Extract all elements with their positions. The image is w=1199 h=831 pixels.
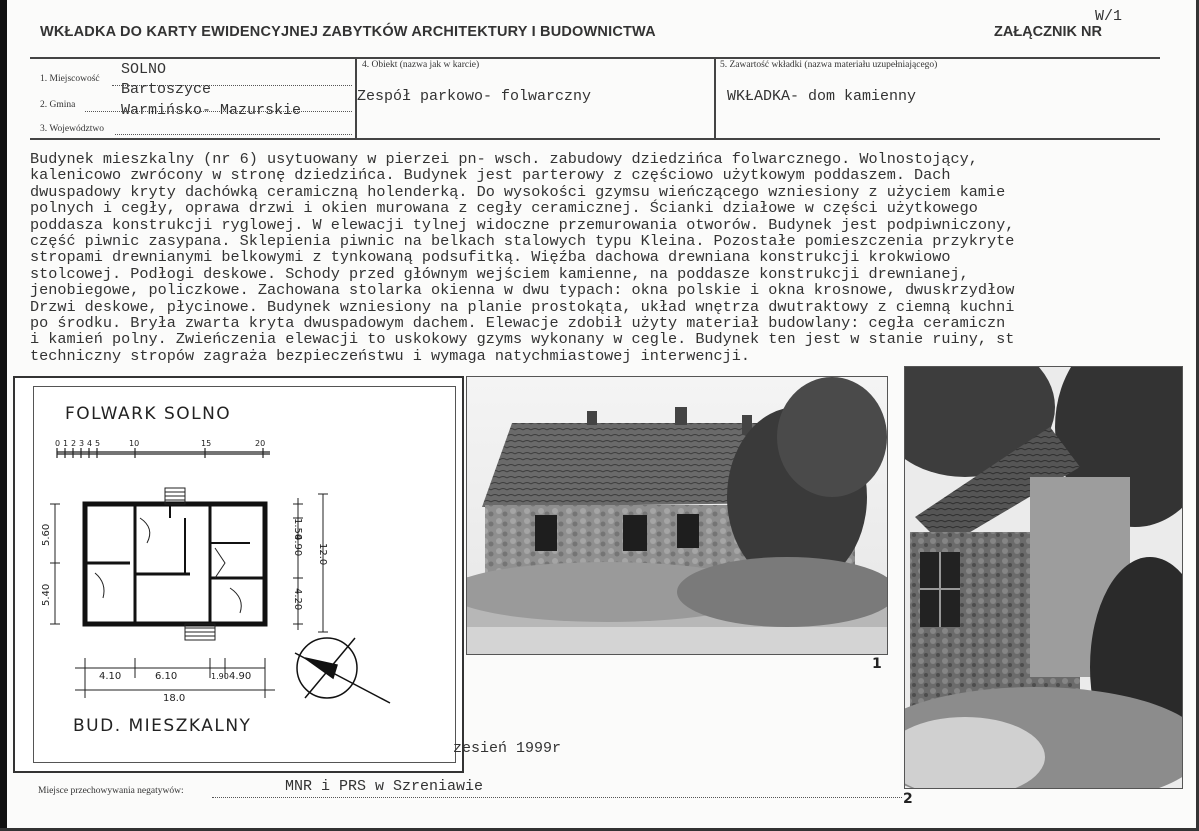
- description-line: techniczny stropów zagraża bezpieczeństwu i wymaga natychmiastowej interwencji.: [30, 346, 751, 365]
- description-line: stropami drewnianymi belkowymi z tynkowaną podsufitką. Więźba dachowa drewniana konstrukcji krokwiowo: [30, 248, 951, 267]
- municipality-value: Bartoszyce: [121, 81, 212, 98]
- description-line: jenobiegowe, policzkowe. Zachowana stolarka okienna w dwu typach: okna polskie i okna krosnowe, dwuskrzydłow: [30, 281, 1015, 300]
- scale-label: 10: [129, 439, 140, 448]
- north-arrow-icon: [295, 638, 390, 703]
- voivodeship-label: 3. Województwo: [40, 124, 104, 134]
- municipality-label: 2. Gmina: [40, 100, 76, 110]
- dimension-label: 5.40: [41, 583, 52, 606]
- content-label: 5. Zawartość wkładki (nazwa materiału uzupełniającego): [720, 60, 938, 70]
- description-line: Budynek mieszkalny (nr 6) usytuowany w pierzei pn- wsch. zabudowy dziedzińca folwarcznego. Wolnostojący,: [30, 151, 978, 168]
- description-line: poddasza konstrukcji ryglowej. W elewacji tylnej widoczne przemurowania otworów. Budynek jest podpiwniczony,: [30, 215, 1015, 234]
- description-line: dwuspadowy kryty dachówką ceramiczną holenderką. Do wysokości gzymsu wieńczącego wzniesiony z użyciem kamie: [30, 182, 1006, 201]
- object-label: 4. Obiekt (nazwa jak w karcie): [362, 60, 480, 70]
- dimension-label: 4.90: [292, 534, 303, 557]
- scale-label: 15: [201, 439, 212, 448]
- object-value: Zespół parkowo- folwarczny: [357, 88, 592, 105]
- description-line: Drzwi deskowe, płycinowe. Budynek wzniesiony na planie prostokąta, układ wnętrza dwutraktowy z ciemną kuchni: [30, 297, 1015, 316]
- photo-number: 2: [903, 791, 913, 807]
- photo-number: 1: [872, 656, 882, 672]
- dimension-lines: [50, 494, 328, 698]
- photo-date: zesień 1999r: [453, 740, 562, 757]
- locality-value: SOLNO: [121, 61, 167, 78]
- locality-label: 1. Miejscowość: [40, 74, 100, 84]
- voivodeship-dotline: [115, 134, 352, 135]
- negatives-value: MNR i PRS w Szreniawie: [285, 778, 484, 795]
- dimension-label: 1.50: [292, 518, 303, 541]
- form-top-rule: [30, 57, 1160, 59]
- dimension-label: 18.0: [163, 693, 186, 704]
- description-line: i kamień polny. Zwieńczenia elewacji to uskokowy gzyms wykonany w cegle. Budynek ten jest w stanie ruiny, st: [30, 330, 1015, 349]
- plan-subtitle: BUD. MIESZKALNY: [73, 716, 252, 736]
- description-line: po środku. Bryła zwarta kryta dwuspadowym dachem. Elewacje zdobił użyty materiał budowlany: cegła ceramiczn: [30, 314, 1006, 333]
- scale-label: 4: [87, 439, 93, 448]
- scale-bar: [57, 448, 270, 458]
- voivodeship-value: Warmińsko- Mazurskie: [121, 102, 302, 119]
- floor-plan-walls: [85, 504, 265, 624]
- attachment-label: ZAŁĄCZNIK NR: [994, 24, 1102, 40]
- negatives-label: Miejsce przechowywania negatywów:: [38, 786, 184, 796]
- photo-house-front: [466, 376, 888, 655]
- floor-plan-sketch: [15, 378, 462, 771]
- floor-plan-drawing: [13, 376, 464, 773]
- form-divider-2: [714, 57, 716, 139]
- building-description: [30, 151, 1125, 373]
- scale-label: 5: [95, 439, 101, 448]
- dimension-label: 5.60: [41, 523, 52, 546]
- scale-label: 3: [79, 439, 85, 448]
- scale-label: 2: [71, 439, 77, 448]
- document-title: WKŁADKA DO KARTY EWIDENCYJNEJ ZABYTKÓW ARCHITEKTURY I BUDOWNICTWA: [40, 24, 656, 40]
- description-line: część piwnic zasypana. Sklepienia piwnic na belkach stalowych typu Kleina. Pozostałe pomieszczenia przykryte: [30, 232, 1015, 251]
- scale-label: 20: [255, 439, 266, 448]
- scan-edge-left: [0, 0, 7, 831]
- description-line: polnych i cegły, oprawa drzwi i okien murowana z cegły ceramicznej. Ścianki działowe w części użytkowego: [30, 199, 978, 218]
- content-value: WKŁADKA- dom kamienny: [727, 88, 917, 105]
- scale-label: 1: [63, 439, 69, 448]
- photo-house-side: [904, 366, 1183, 789]
- scale-label: 0: [55, 439, 61, 448]
- description-line: kalenicowo zwrócony w stronę dziedzińca. Budynek jest parterowy z częściowo użytkowym poddaszem. Dach: [30, 166, 951, 185]
- dimension-label: 4.20: [292, 588, 303, 611]
- dimension-label: 1.90: [211, 672, 229, 681]
- dimension-label: 6.10: [155, 671, 178, 682]
- dimension-label: 4.10: [99, 671, 122, 682]
- description-line: stolcowej. Podłogi deskowe. Schody przed głównym wejściem kamienne, na poddasze konstrukcji drewnianej,: [30, 264, 969, 283]
- plan-title: FOLWARK SOLNO: [65, 404, 232, 424]
- dimension-label: 12.0: [317, 543, 328, 566]
- dimension-label: 4.90: [229, 671, 252, 682]
- sheet-number: W/1: [1095, 8, 1123, 25]
- negatives-dotline: [212, 797, 902, 798]
- form-bottom-rule: [30, 138, 1160, 140]
